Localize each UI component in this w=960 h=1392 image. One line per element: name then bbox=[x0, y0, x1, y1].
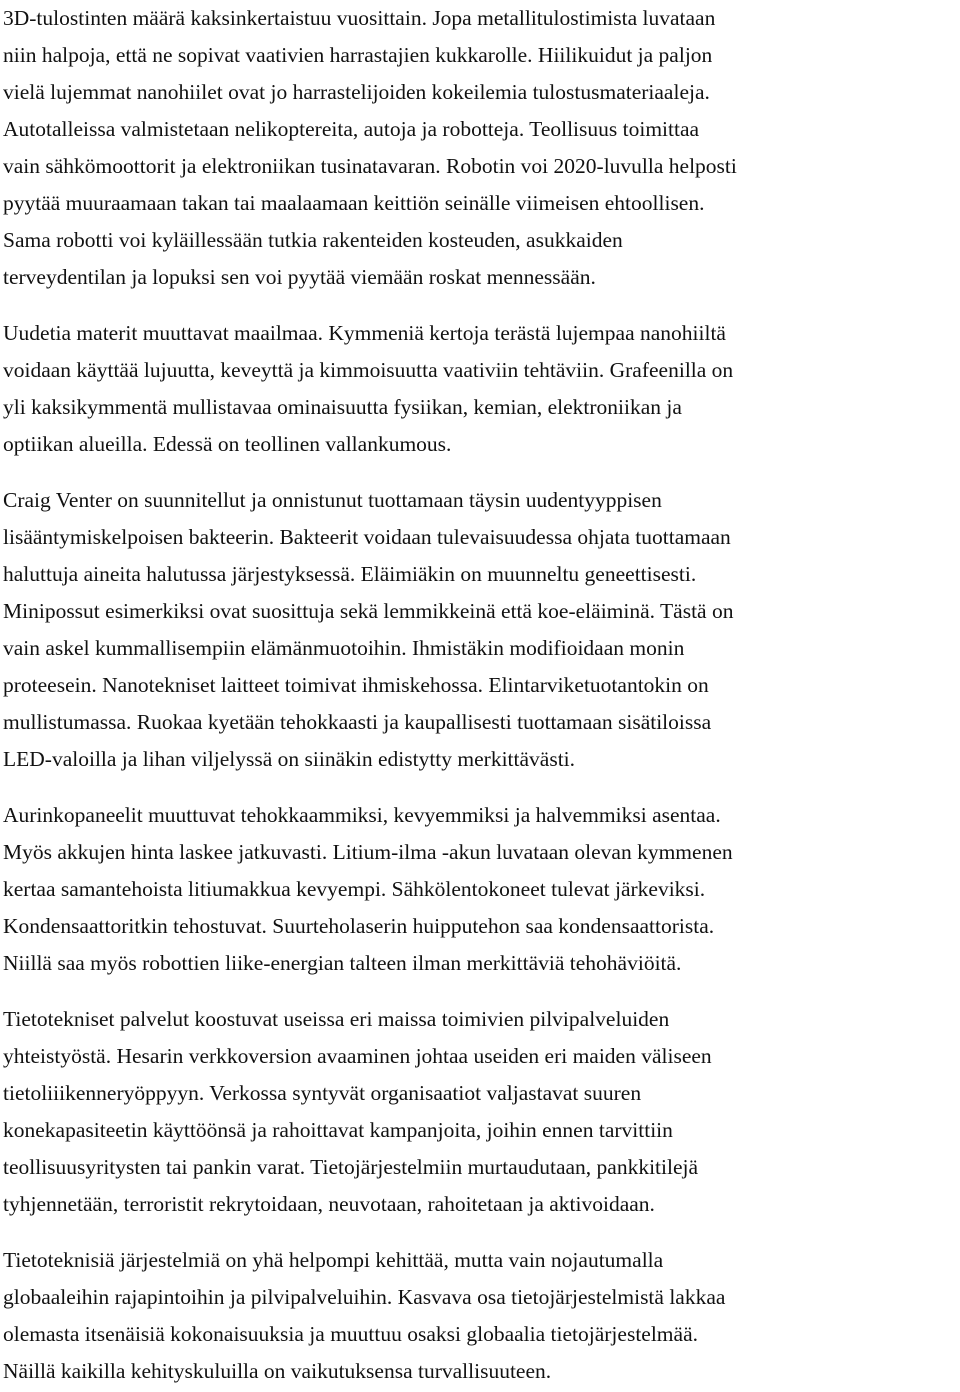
text-line: yli kaksikymmentä mullistavaa ominaisuutta fysiikan, kemian, elektroniikan ja bbox=[3, 395, 682, 419]
text-line: konekapasiteetin käyttöönsä ja rahoittavat kampanjoita, joihin ennen tarvittiin bbox=[3, 1118, 673, 1142]
text-line: vain sähkömoottorit ja elektroniikan tusinatavaran. Robotin voi 2020-luvulla helposti bbox=[3, 154, 737, 178]
paragraph-biotech bbox=[3, 482, 957, 778]
text-line: tyhjennetään, terroristit rekrytoidaan, neuvotaan, rahoitetaan ja aktivoidaan. bbox=[3, 1192, 655, 1216]
paragraph-energy bbox=[3, 797, 957, 982]
paragraph-spacer bbox=[3, 778, 957, 797]
text-line: proteesein. Nanotekniset laitteet toimivat ihmiskehossa. Elintarviketuotantokin on bbox=[3, 673, 709, 697]
paragraph-spacer bbox=[3, 982, 957, 1001]
text-line: Autotalleissa valmistetaan nelikoptereita, autoja ja robotteja. Teollisuus toimittaa bbox=[3, 117, 700, 141]
text-line: olemasta itsenäisiä kokonaisuuksia ja muuttuu osaksi globaalia tietojärjestelmää. bbox=[3, 1322, 698, 1346]
text-line: tietoliiikenneryöppyyn. Verkossa syntyvät organisaatiot valjastavat suuren bbox=[3, 1081, 642, 1105]
text-line: vain askel kummallisempiin elämänmuotoihin. Ihmistäkin modifioidaan monin bbox=[3, 636, 685, 660]
text-line: Tietoteknisiä järjestelmiä on yhä helpompi kehittää, mutta vain nojautumalla bbox=[3, 1248, 664, 1272]
paragraph-3d-printing bbox=[3, 0, 957, 296]
text-line: lisääntymiskelpoisen bakteerin. Bakteerit voidaan tulevaisuudessa ohjata tuottamaan bbox=[3, 525, 731, 549]
text-line: teollisuusyritysten tai pankin varat. Tietojärjestelmiin murtaudutaan, pankkitilejä bbox=[3, 1155, 699, 1179]
document-body bbox=[3, 0, 957, 1390]
paragraph-information-systems bbox=[3, 1242, 957, 1390]
text-line: vielä lujemmat nanohiilet ovat jo harrastelijoiden kokeilemia tulostusmateriaaleja. bbox=[3, 80, 710, 104]
text-line: Aurinkopaneelit muuttuvat tehokkaammiksi, kevyemmiksi ja halvemmiksi asentaa. bbox=[3, 803, 721, 827]
text-line: voidaan käyttää lujuutta, keveyttä ja kimmoisuutta vaativiin tehtäviin. Grafeenilla on bbox=[3, 358, 734, 382]
text-line: niin halpoja, että ne sopivat vaativien harrastajien kukkarolle. Hiilikuidut ja paljon bbox=[3, 43, 713, 67]
paragraph-materials bbox=[3, 315, 957, 463]
text-line: optiikan alueilla. Edessä on teollinen vallankumous. bbox=[3, 432, 452, 456]
text-line: Myös akkujen hinta laskee jatkuvasti. Litium-ilma -akun luvataan olevan kymmenen bbox=[3, 840, 733, 864]
text-line: yhteistyöstä. Hesarin verkkoversion avaaminen johtaa useiden eri maiden väliseen bbox=[3, 1044, 712, 1068]
text-line: mullistumassa. Ruokaa kyetään tehokkaasti ja kaupallisesti tuottamaan sisätiloissa bbox=[3, 710, 712, 734]
text-line: terveydentilan ja lopuksi sen voi pyytää viemään roskat mennessään. bbox=[3, 265, 596, 289]
text-line: Craig Venter on suunnitellut ja onnistunut tuottamaan täysin uudentyyppisen bbox=[3, 488, 662, 512]
text-line: 3D-tulostinten määrä kaksinkertaistuu vuosittain. Jopa metallitulostimista luvataan bbox=[3, 6, 716, 30]
text-line: Uudetia materit muuttavat maailmaa. Kymmeniä kertoja terästä lujempaa nanohiiltä bbox=[3, 321, 726, 345]
text-line: Niillä saa myös robottien liike-energian talteen ilman merkittäviä tehohäviöitä. bbox=[3, 951, 682, 975]
text-line: kertaa samantehoista litiumakkua kevyempi. Sähkölentokoneet tulevat järkeviksi. bbox=[3, 877, 706, 901]
text-line: haluttuja aineita halutussa järjestyksessä. Eläimiäkin on muunneltu geneettisesti. bbox=[3, 562, 697, 586]
text-line: globaaleihin rajapintoihin ja pilvipalveluihin. Kasvava osa tietojärjestelmistä lakkaa bbox=[3, 1285, 726, 1309]
text-line: Minipossut esimerkiksi ovat suosittuja sekä lemmikkeinä että koe-eläiminä. Tästä on bbox=[3, 599, 734, 623]
text-line: Sama robotti voi kyläillessään tutkia rakenteiden kosteuden, asukkaiden bbox=[3, 228, 623, 252]
text-line: Kondensaattoritkin tehostuvat. Suurteholaserin huipputehon saa kondensaattorista. bbox=[3, 914, 715, 938]
paragraph-spacer bbox=[3, 1223, 957, 1242]
paragraph-spacer bbox=[3, 296, 957, 315]
text-line: LED-valoilla ja lihan viljelyssä on siinäkin edistytty merkittävästi. bbox=[3, 747, 576, 771]
text-line: pyytää muuraamaan takan tai maalaamaan keittiön seinälle viimeisen ehtoollisen. bbox=[3, 191, 705, 215]
text-line: Tietotekniset palvelut koostuvat useissa eri maissa toimivien pilvipalveluiden bbox=[3, 1007, 670, 1031]
paragraph-cloud-services bbox=[3, 1001, 957, 1223]
text-line: Näillä kaikilla kehityskuluilla on vaikutuksensa turvallisuuteen. bbox=[3, 1359, 552, 1383]
paragraph-spacer bbox=[3, 463, 957, 482]
